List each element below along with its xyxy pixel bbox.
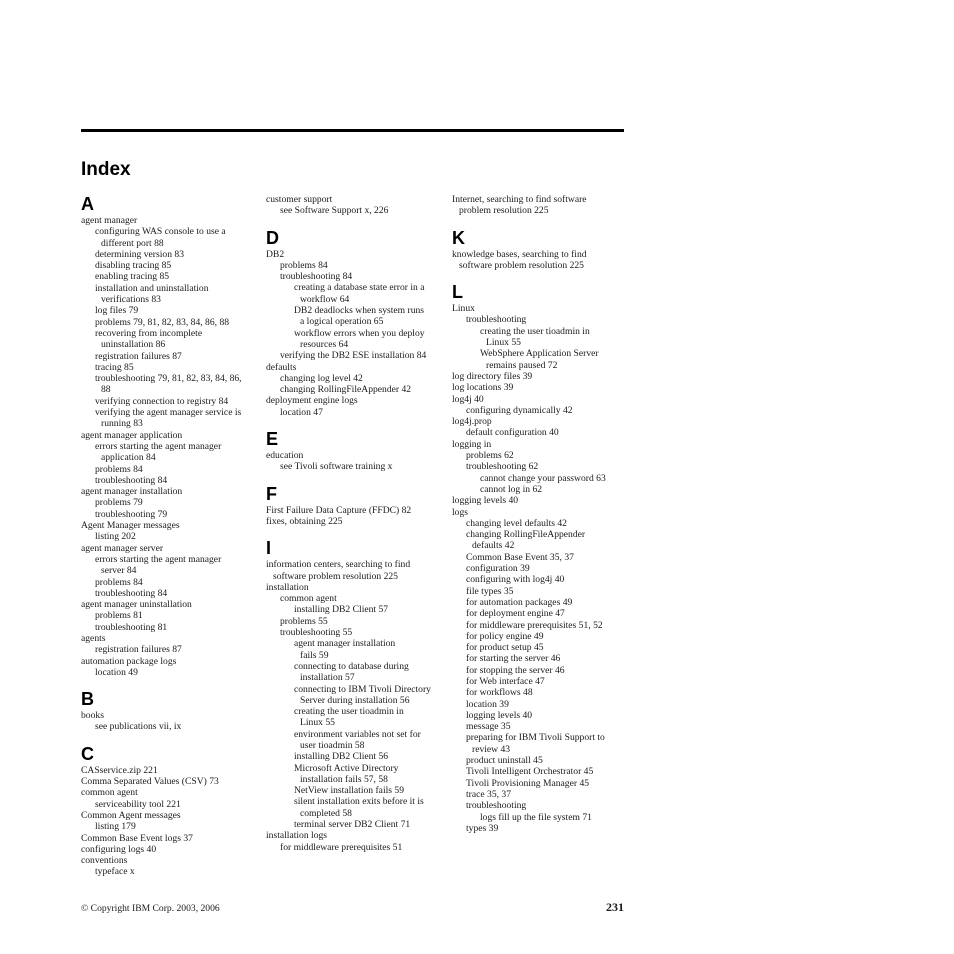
index-entry: troubleshooting 79, 81, 82, 83, 84, 86,	[95, 373, 242, 385]
index-entry-continuation: fails 59	[300, 649, 329, 661]
index-entry-continuation: installation fails 57, 58	[300, 773, 388, 785]
index-entry: changing RollingFileAppender 42	[280, 384, 412, 396]
index-entry: location 39	[466, 698, 509, 710]
index-entry-continuation: Server during installation 56	[300, 694, 410, 706]
index-entry-continuation: defaults 42	[472, 540, 515, 552]
index-entry: problems 84	[280, 259, 328, 271]
index-entry-continuation: user tioadmin 58	[300, 739, 365, 751]
index-entry-continuation: software problem resolution 225	[459, 259, 584, 271]
index-entry: verifying the DB2 ESE installation 84	[280, 350, 427, 362]
index-entry: listing 179	[95, 821, 136, 833]
index-entry: location 49	[95, 666, 138, 678]
index-entry: for starting the server 46	[466, 653, 561, 665]
index-entry-continuation: application 84	[101, 452, 156, 464]
index-entry: fixes, obtaining 225	[266, 515, 343, 527]
index-entry-continuation: running 83	[101, 418, 143, 430]
index-entry: troubleshooting 81	[95, 621, 168, 633]
index-entry: registration failures 87	[95, 644, 182, 656]
index-entry: WebSphere Application Server	[480, 348, 599, 360]
index-entry-continuation: a logical operation 65	[300, 316, 384, 328]
index-entry-continuation: resources 64	[300, 338, 349, 350]
index-section-letter: D	[266, 227, 279, 248]
index-entry: see Software Support x, 226	[280, 205, 389, 217]
index-entry-continuation: 88	[101, 384, 111, 396]
index-entry: troubleshooting 84	[280, 271, 353, 283]
index-entry: configuring logs 40	[81, 843, 157, 855]
index-entry: troubleshooting 55	[280, 627, 353, 639]
index-entry: for middleware prerequisites 51	[280, 841, 403, 853]
index-entry: cannot log in 62	[480, 483, 543, 495]
index-entry: changing level defaults 42	[466, 517, 567, 529]
index-entry: problems 79	[95, 497, 143, 509]
index-entry-continuation: server 84	[101, 565, 137, 577]
header-rule	[81, 129, 624, 132]
index-entry: product uninstall 45	[466, 755, 543, 767]
index-entry: configuring WAS console to use a	[95, 226, 226, 238]
index-section-letter: F	[266, 483, 277, 504]
index-entry: location 47	[280, 406, 323, 418]
index-column-1	[81, 194, 257, 878]
index-entry: Microsoft Active Directory	[294, 762, 399, 774]
index-entry: connecting to IBM Tivoli Directory	[294, 683, 431, 695]
index-entry: common agent	[280, 593, 337, 605]
index-entry: Agent Manager messages	[81, 520, 180, 532]
index-entry: for policy engine 49	[466, 630, 544, 642]
index-entry: Internet, searching to find software	[452, 194, 587, 205]
index-entry: books	[81, 710, 104, 722]
index-entry: for workflows 48	[466, 687, 533, 699]
index-entry: environment variables not set for	[294, 728, 421, 740]
index-entry: Tivoli Provisioning Manager 45	[466, 777, 590, 789]
index-entry-continuation: review 43	[472, 743, 511, 755]
index-entry: troubleshooting	[466, 314, 527, 326]
index-entry-continuation: Linux 55	[300, 717, 335, 729]
index-entry: knowledge bases, searching to find	[452, 248, 587, 260]
index-entry: installation	[266, 581, 309, 593]
index-entry: creating the user tioadmin in	[480, 325, 590, 337]
index-entry: for product setup 45	[466, 642, 544, 654]
index-entry: terminal server DB2 Client 71	[294, 819, 411, 831]
index-entry: agent manager application	[81, 429, 183, 441]
index-entry: serviceability tool 221	[95, 798, 181, 810]
index-entry: see Tivoli software training x	[280, 461, 393, 473]
index-entry: agent manager server	[81, 542, 164, 554]
index-entry: typeface x	[95, 866, 135, 878]
index-entry: common agent	[81, 787, 138, 799]
index-entry: errors starting the agent manager	[95, 553, 222, 565]
index-entry: installing DB2 Client 57	[294, 604, 389, 616]
index-entry: logging levels 40	[466, 709, 533, 721]
index-entry: disabling tracing 85	[95, 260, 172, 272]
index-entry: trace 35, 37	[466, 788, 512, 800]
index-entry: cannot change your password 63	[480, 472, 606, 484]
index-entry: configuration 39	[466, 563, 530, 575]
index-entry: types 39	[466, 822, 499, 834]
index-section-letter: K	[452, 227, 465, 248]
index-entry: agent manager	[81, 215, 138, 226]
index-entry: problems 84	[95, 463, 143, 475]
index-entry: recovering from incomplete	[95, 327, 203, 339]
index-entry: tracing 85	[95, 361, 134, 373]
index-entry: changing RollingFileAppender	[466, 529, 586, 541]
index-entry: determining version 83	[95, 248, 184, 260]
index-entry: problems 81	[95, 610, 143, 622]
index-entry: First Failure Data Capture (FFDC) 82	[266, 504, 412, 516]
index-entry: log4j 40	[452, 393, 484, 405]
index-entry-continuation: workflow 64	[300, 293, 350, 305]
index-entry-continuation: installation 57	[300, 672, 355, 684]
index-entry: troubleshooting 84	[95, 587, 168, 599]
index-entry-continuation: verifications 83	[101, 294, 161, 306]
index-entry: logs fill up the file system 71	[480, 811, 592, 823]
index-entry: creating a database state error in a	[294, 282, 425, 294]
page-title: Index	[81, 159, 131, 180]
index-section-letter: L	[452, 282, 463, 303]
index-entry-continuation: completed 58	[300, 807, 352, 819]
index-entry: logging levels 40	[452, 495, 519, 507]
index-entry: DB2	[266, 248, 285, 260]
index-section-letter: A	[81, 194, 94, 214]
index-section-letter: E	[266, 429, 279, 450]
index-entry: workflow errors when you deploy	[294, 327, 425, 339]
index-entry: listing 202	[95, 531, 136, 543]
index-entry: configuring dynamically 42	[466, 404, 573, 416]
index-entry: preparing for IBM Tivoli Support to	[466, 732, 605, 744]
index-entry: NetView installation fails 59	[294, 785, 404, 797]
index-entry: deployment engine logs	[266, 395, 358, 407]
index-entry-continuation: Linux 55	[486, 337, 521, 349]
index-entry: errors starting the agent manager	[95, 440, 222, 452]
index-entry: log files 79	[95, 305, 139, 317]
index-entry: Comma Separated Values (CSV) 73	[81, 776, 219, 788]
index-entry: problems 62	[466, 450, 514, 462]
index-entry: Common Base Event 35, 37	[466, 551, 574, 563]
index-entry-continuation: software problem resolution 225	[273, 570, 398, 582]
index-section-letter: C	[81, 743, 94, 764]
index-entry: troubleshooting 79	[95, 508, 168, 520]
index-entry: DB2 deadlocks when system runs	[294, 305, 425, 317]
index-entry: default configuration 40	[466, 427, 559, 439]
index-entry: problems 55	[280, 615, 328, 627]
index-entry: automation package logs	[81, 655, 177, 667]
index-entry: Tivoli Intelligent Orchestrator 45	[466, 766, 594, 778]
index-entry: verifying connection to registry 84	[95, 395, 229, 407]
index-entry: for stopping the server 46	[466, 664, 565, 676]
index-entry: customer support	[266, 194, 333, 205]
index-entry: registration failures 87	[95, 350, 182, 362]
index-entry: Common Base Event logs 37	[81, 832, 193, 844]
index-entry: installing DB2 Client 56	[294, 751, 389, 763]
index-entry: agent manager uninstallation	[81, 599, 192, 611]
index-entry: changing log level 42	[280, 372, 363, 384]
index-entry: verifying the agent manager service is	[95, 407, 242, 419]
index-entry-continuation: problem resolution 225	[459, 205, 549, 217]
index-section-letter: B	[81, 689, 94, 710]
index-entry: log directory files 39	[452, 370, 533, 382]
index-entry: log locations 39	[452, 382, 514, 394]
index-entry: for middleware prerequisites 51, 52	[466, 619, 603, 631]
index-section-letter: I	[266, 538, 272, 559]
index-entry: for Web interface 47	[466, 675, 545, 687]
index-entry: Common Agent messages	[81, 809, 181, 821]
index-entry: configuring with log4j 40	[466, 574, 565, 586]
index-entry: message 35	[466, 721, 511, 733]
index-entry: installation logs	[266, 830, 328, 842]
index-entry: agents	[81, 632, 106, 644]
index-entry-continuation: different port 88	[101, 237, 164, 249]
index-entry: education	[266, 450, 304, 462]
index-entry: CASservice.zip 221	[81, 764, 158, 776]
index-entry: logging in	[452, 438, 492, 450]
index-entry: silent installation exits before it is	[294, 796, 424, 808]
index-entry: connecting to database during	[294, 660, 409, 672]
index-entry: problems 79, 81, 82, 83, 84, 86, 88	[95, 316, 230, 328]
index-entry: Linux	[452, 303, 475, 315]
index-entry: problems 84	[95, 576, 143, 588]
index-entry: agent manager installation	[294, 638, 396, 650]
index-entry: troubleshooting	[466, 800, 527, 812]
index-entry: logs	[452, 506, 468, 518]
index-column-3	[452, 194, 628, 834]
index-entry-continuation: remains paused 72	[486, 359, 558, 371]
index-entry: troubleshooting 62	[466, 461, 539, 473]
index-entry: conventions	[81, 855, 128, 867]
page-number: 231	[606, 900, 624, 914]
index-entry: for deployment engine 47	[466, 608, 565, 620]
index-entry: agent manager installation	[81, 486, 183, 498]
index-column-2	[266, 194, 442, 853]
index-entry: information centers, searching to find	[266, 559, 411, 571]
index-entry: enabling tracing 85	[95, 271, 170, 283]
copyright-notice: © Copyright IBM Corp. 2003, 2006	[81, 903, 220, 914]
index-entry: defaults	[266, 361, 297, 373]
index-entry: log4j.prop	[452, 416, 492, 428]
index-entry: file types 35	[466, 585, 514, 597]
index-entry-continuation: uninstallation 86	[101, 339, 166, 351]
index-entry: for automation packages 49	[466, 596, 573, 608]
index-entry: creating the user tioadmin in	[294, 706, 404, 718]
index-entry: see publications vii, ix	[95, 721, 182, 733]
index-entry: installation and uninstallation	[95, 282, 209, 294]
index-entry: troubleshooting 84	[95, 474, 168, 486]
